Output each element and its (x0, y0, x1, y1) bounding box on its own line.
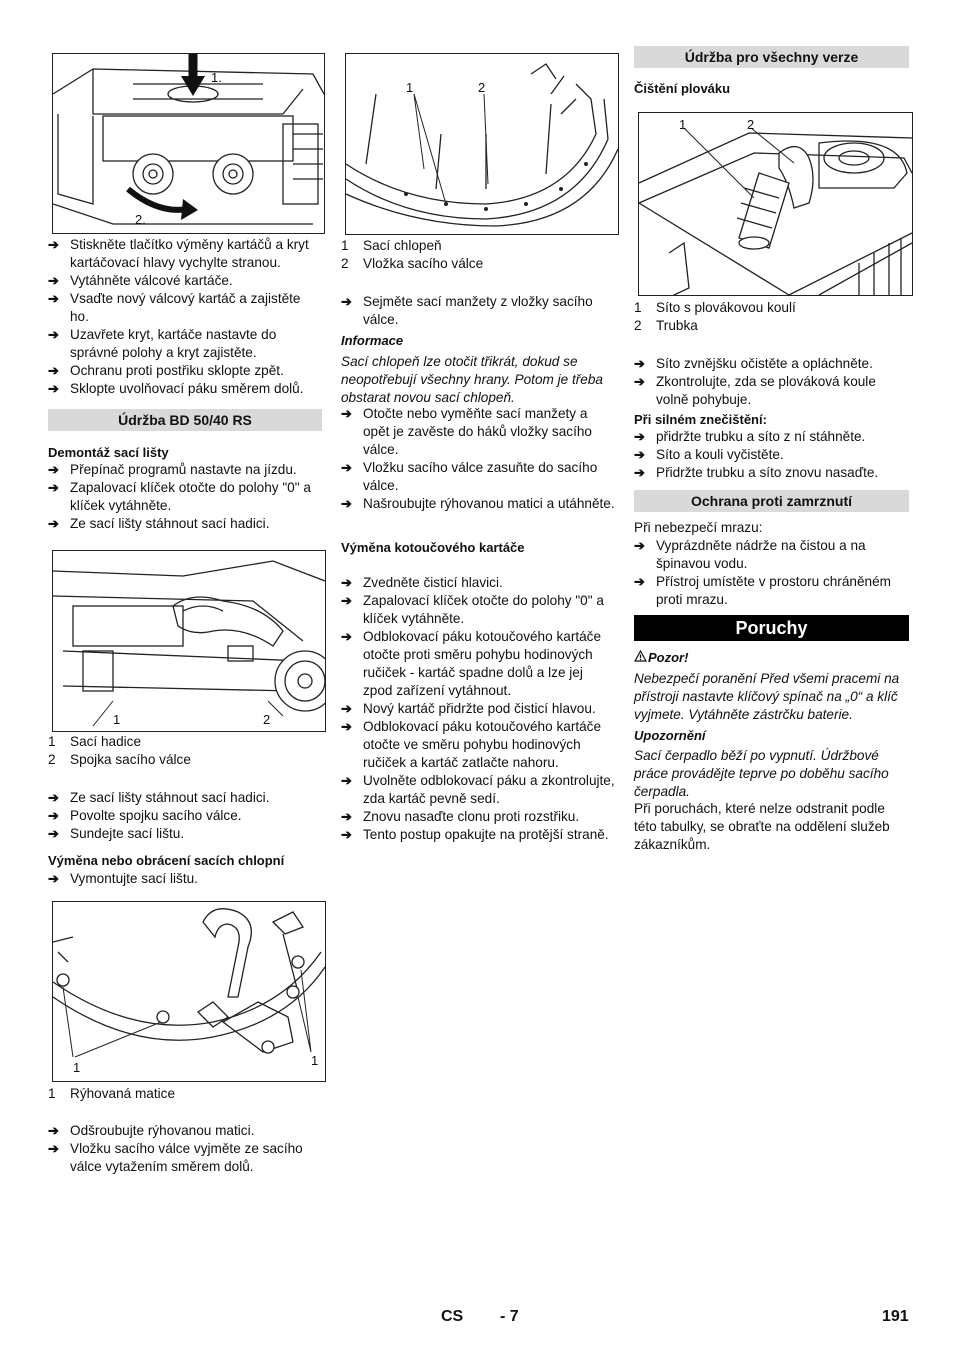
figure-brush-release (52, 53, 325, 234)
info-title: Informace (341, 333, 404, 348)
arrow-right-icon: ➔ (634, 574, 645, 589)
arrow-right-icon: ➔ (341, 496, 352, 511)
fig1-label-2: 2. (135, 212, 146, 227)
note-title: Upozornění (634, 728, 706, 743)
step: ➔ Vytáhněte válcové kartáče. (48, 273, 233, 288)
step: ➔ Odšroubujte rýhovanou matici. (48, 1123, 255, 1138)
suction-hose-illustration (53, 551, 325, 731)
subheading-float: Čištění plováku (634, 81, 731, 96)
legend-item: 1 Sací chlopeň (341, 238, 442, 253)
arrow-right-icon: ➔ (634, 429, 645, 444)
arrow-right-icon: ➔ (48, 1141, 59, 1156)
step: ➔ Zvedněte čisticí hlavici. (341, 575, 503, 590)
legend-item: 1 Rýhovaná matice (48, 1086, 176, 1101)
col3-steps-c (634, 537, 909, 609)
step: ➔ Stiskněte tlačítko výměny kartáčů a kryt kartáčovací hlavy vychylte stranou. (48, 237, 309, 270)
arrow-right-icon: ➔ (48, 1123, 59, 1138)
arrow-right-icon: ➔ (48, 480, 59, 495)
col1-steps-d (48, 870, 323, 888)
arrow-right-icon: ➔ (341, 294, 352, 309)
fig4-label-2: 2 (478, 80, 486, 95)
arrow-right-icon: ➔ (48, 273, 59, 288)
step: ➔ Tento postup opakujte na protější straně. (341, 827, 609, 842)
step: ➔ Sklopte uvolňovací páku směrem dolů. (48, 381, 304, 396)
step: ➔ Přepínač programů nastavte na jízdu. (48, 462, 297, 477)
step: ➔ Uzavřete kryt, kartáče nastavte do správné polohy a kryt zajistěte. (48, 327, 277, 360)
col3-legend (634, 299, 909, 335)
arrow-right-icon: ➔ (341, 827, 352, 842)
col3-steps-b (634, 428, 909, 482)
final-text: Při poruchách, které nelze odstranit podle této tabulky, se obraťte na oddělení služeb zákazníkům. (634, 801, 890, 852)
step: ➔ Našroubujte rýhovanou matici a utáhněte. (341, 496, 615, 511)
arrow-right-icon: ➔ (48, 462, 59, 477)
step: ➔ Uvolněte odblokovací páku a zkontrolujte, zda kartáč pevně sedí. (341, 773, 615, 806)
fig3-label-left: 1 (73, 1060, 81, 1075)
figure-suction-hose (52, 550, 326, 732)
arrow-right-icon: ➔ (341, 406, 352, 421)
section-bar-bd5040rs: Údržba BD 50/40 RS (48, 409, 322, 431)
step: ➔ přidržte trubku a síto z ní stáhněte. (634, 429, 866, 444)
figure-knurled-nuts (52, 901, 326, 1082)
col3-steps-a (634, 355, 909, 409)
fig2-label-2: 2 (263, 712, 271, 727)
section-bar-frost: Ochrana proti zamrznutí (634, 490, 909, 512)
col1-steps-a (48, 236, 323, 398)
step: ➔ Síto zvnějšku očistěte a opláchněte. (634, 356, 873, 371)
col1-steps-b (48, 461, 323, 533)
step: ➔ Síto a kouli vyčistěte. (634, 447, 784, 462)
arrow-right-icon: ➔ (341, 593, 352, 608)
arrow-right-icon: ➔ (341, 773, 352, 788)
step: ➔ Vsaďte nový válcový kartáč a zajistěte ho. (48, 291, 301, 324)
step: ➔ Přidržte trubku a síto znovu nasaďte. (634, 465, 879, 480)
arrow-right-icon: ➔ (48, 790, 59, 805)
warning-title: Pozor! (648, 650, 689, 665)
step: ➔ Vymontujte sací lištu. (48, 871, 198, 886)
note-text: Sací čerpadlo běží po vypnutí. Údržbové práce provádějte teprve po doběhu sacího čerpadla. (634, 748, 889, 799)
footer-lang: CS (441, 1308, 464, 1325)
footer-page-local: - 7 (500, 1308, 519, 1325)
step: ➔ Vložku sacího válce zasuňte do sacího válce. (341, 460, 598, 493)
col2-steps-a (341, 293, 616, 329)
arrow-right-icon: ➔ (48, 516, 59, 531)
fig3-label-right: 1 (311, 1053, 319, 1068)
brush-release-illustration (53, 54, 324, 233)
legend-item: 2 Vložka sacího válce (341, 256, 484, 271)
arrow-right-icon: ➔ (634, 356, 645, 371)
warning-triangle-icon (634, 649, 648, 667)
footer-page-total: 191 (882, 1308, 909, 1325)
warning-text: Nebezpečí poranění Před všemi pracemi na přístroji nastavte klíčový spínač na „0“ a klíč vyjmete. Vytáhněte zástrčku baterie. (634, 671, 900, 722)
warning-heading (634, 649, 688, 667)
step: ➔ Vložku sacího válce vyjměte ze sacího válce vytažením směrem dolů. (48, 1141, 303, 1174)
legend-item: 1 Síto s plovákovou koulí (634, 300, 796, 315)
arrow-right-icon: ➔ (634, 374, 645, 389)
fig5-label-1: 1 (679, 117, 687, 132)
col1-legend3 (48, 1085, 323, 1103)
info-text: Sací chlopeň lze otočit třikrát, dokud se neopotřebují všechny hrany. Potom je třeba obstarat novou sací chlopeň. (341, 354, 603, 405)
fig4-label-1: 1 (406, 80, 414, 95)
subheading-disc-brush: Výměna kotoučového kartáče (341, 540, 525, 555)
arrow-right-icon: ➔ (634, 447, 645, 462)
step: ➔ Zkontrolujte, zda se plováková koule volně pohybuje. (634, 374, 876, 407)
step: ➔ Sejměte sací manžety z vložky sacího válce. (341, 294, 593, 327)
subheading-heavy-dirt: Při silném znečištění: (634, 412, 767, 427)
subheading-vymena-chlopni: Výměna nebo obrácení sacích chlopní (48, 853, 285, 868)
arrow-right-icon: ➔ (341, 460, 352, 475)
fig1-label-1: 1. (211, 70, 222, 85)
step: ➔ Ochranu proti postřiku sklopte zpět. (48, 363, 284, 378)
step: ➔ Znovu nasaďte clonu proti rozstřiku. (341, 809, 580, 824)
legend-item: 2 Spojka sacího válce (48, 752, 191, 767)
step: ➔ Přístroj umístěte v prostoru chráněném proti mrazu. (634, 574, 891, 607)
arrow-right-icon: ➔ (48, 381, 59, 396)
arrow-right-icon: ➔ (341, 629, 352, 644)
step: ➔ Vyprázdněte nádrže na čistou a na špinavou vodu. (634, 538, 866, 571)
arrow-right-icon: ➔ (341, 719, 352, 734)
col1-steps-e (48, 1122, 323, 1176)
fig5-label-2: 2 (747, 117, 755, 132)
col2-legend (341, 237, 616, 273)
step: ➔ Ze sací lišty stáhnout sací hadici. (48, 516, 270, 531)
step: ➔ Nový kartáč přidržte pod čisticí hlavou. (341, 701, 596, 716)
step: ➔ Sundejte sací lištu. (48, 826, 185, 841)
arrow-right-icon: ➔ (48, 327, 59, 342)
legend-item: 2 Trubka (634, 318, 698, 333)
arrow-right-icon: ➔ (634, 465, 645, 480)
arrow-right-icon: ➔ (48, 871, 59, 886)
arrow-right-icon: ➔ (48, 291, 59, 306)
col1-steps-c (48, 789, 323, 843)
fig2-label-1: 1 (113, 712, 121, 727)
step: ➔ Ze sací lišty stáhnout sací hadici. (48, 790, 270, 805)
arrow-right-icon: ➔ (341, 575, 352, 590)
legend-item: 1 Sací hadice (48, 734, 142, 749)
float-illustration (639, 113, 912, 295)
col1-legend2 (48, 733, 323, 769)
suction-flap-illustration (346, 54, 618, 234)
arrow-right-icon: ➔ (634, 538, 645, 553)
step: ➔ Zapalovací klíček otočte do polohy "0" a klíček vytáhněte. (48, 480, 311, 513)
arrow-right-icon: ➔ (48, 826, 59, 841)
step: ➔ Povolte spojku sacího válce. (48, 808, 242, 823)
arrow-right-icon: ➔ (341, 809, 352, 824)
col2-steps-c (341, 574, 616, 844)
arrow-right-icon: ➔ (341, 701, 352, 716)
step: ➔ Otočte nebo vyměňte sací manžety a opět je zavěste do háků vložky sacího válce. (341, 406, 592, 457)
step: ➔ Odblokovací páku kotoučového kartáče otočte proti směru pohybu hodinových ručiček - kartáč spadne dolů a lze jej zpod zařízení vytáhnout. (341, 629, 602, 698)
step: ➔ Odblokovací páku kotoučového kartáče otočte ve směru pohybu hodinových ručiček a kartáč zatlačte nahoru. (341, 719, 602, 770)
arrow-right-icon: ➔ (48, 808, 59, 823)
section-bar-all-versions: Údržba pro všechny verze (634, 46, 909, 68)
frost-intro: Při nebezpečí mrazu: (634, 520, 763, 535)
section-title-poruchy: Poruchy (634, 615, 909, 641)
figure-suction-flap (345, 53, 619, 235)
arrow-right-icon: ➔ (48, 363, 59, 378)
knurled-nuts-illustration (53, 902, 325, 1081)
arrow-right-icon: ➔ (48, 237, 59, 252)
col2-steps-b (341, 405, 616, 513)
figure-float (638, 112, 913, 296)
step: ➔ Zapalovací klíček otočte do polohy "0" a klíček vytáhněte. (341, 593, 604, 626)
subheading-demontaz: Demontáž sací lišty (48, 445, 169, 460)
